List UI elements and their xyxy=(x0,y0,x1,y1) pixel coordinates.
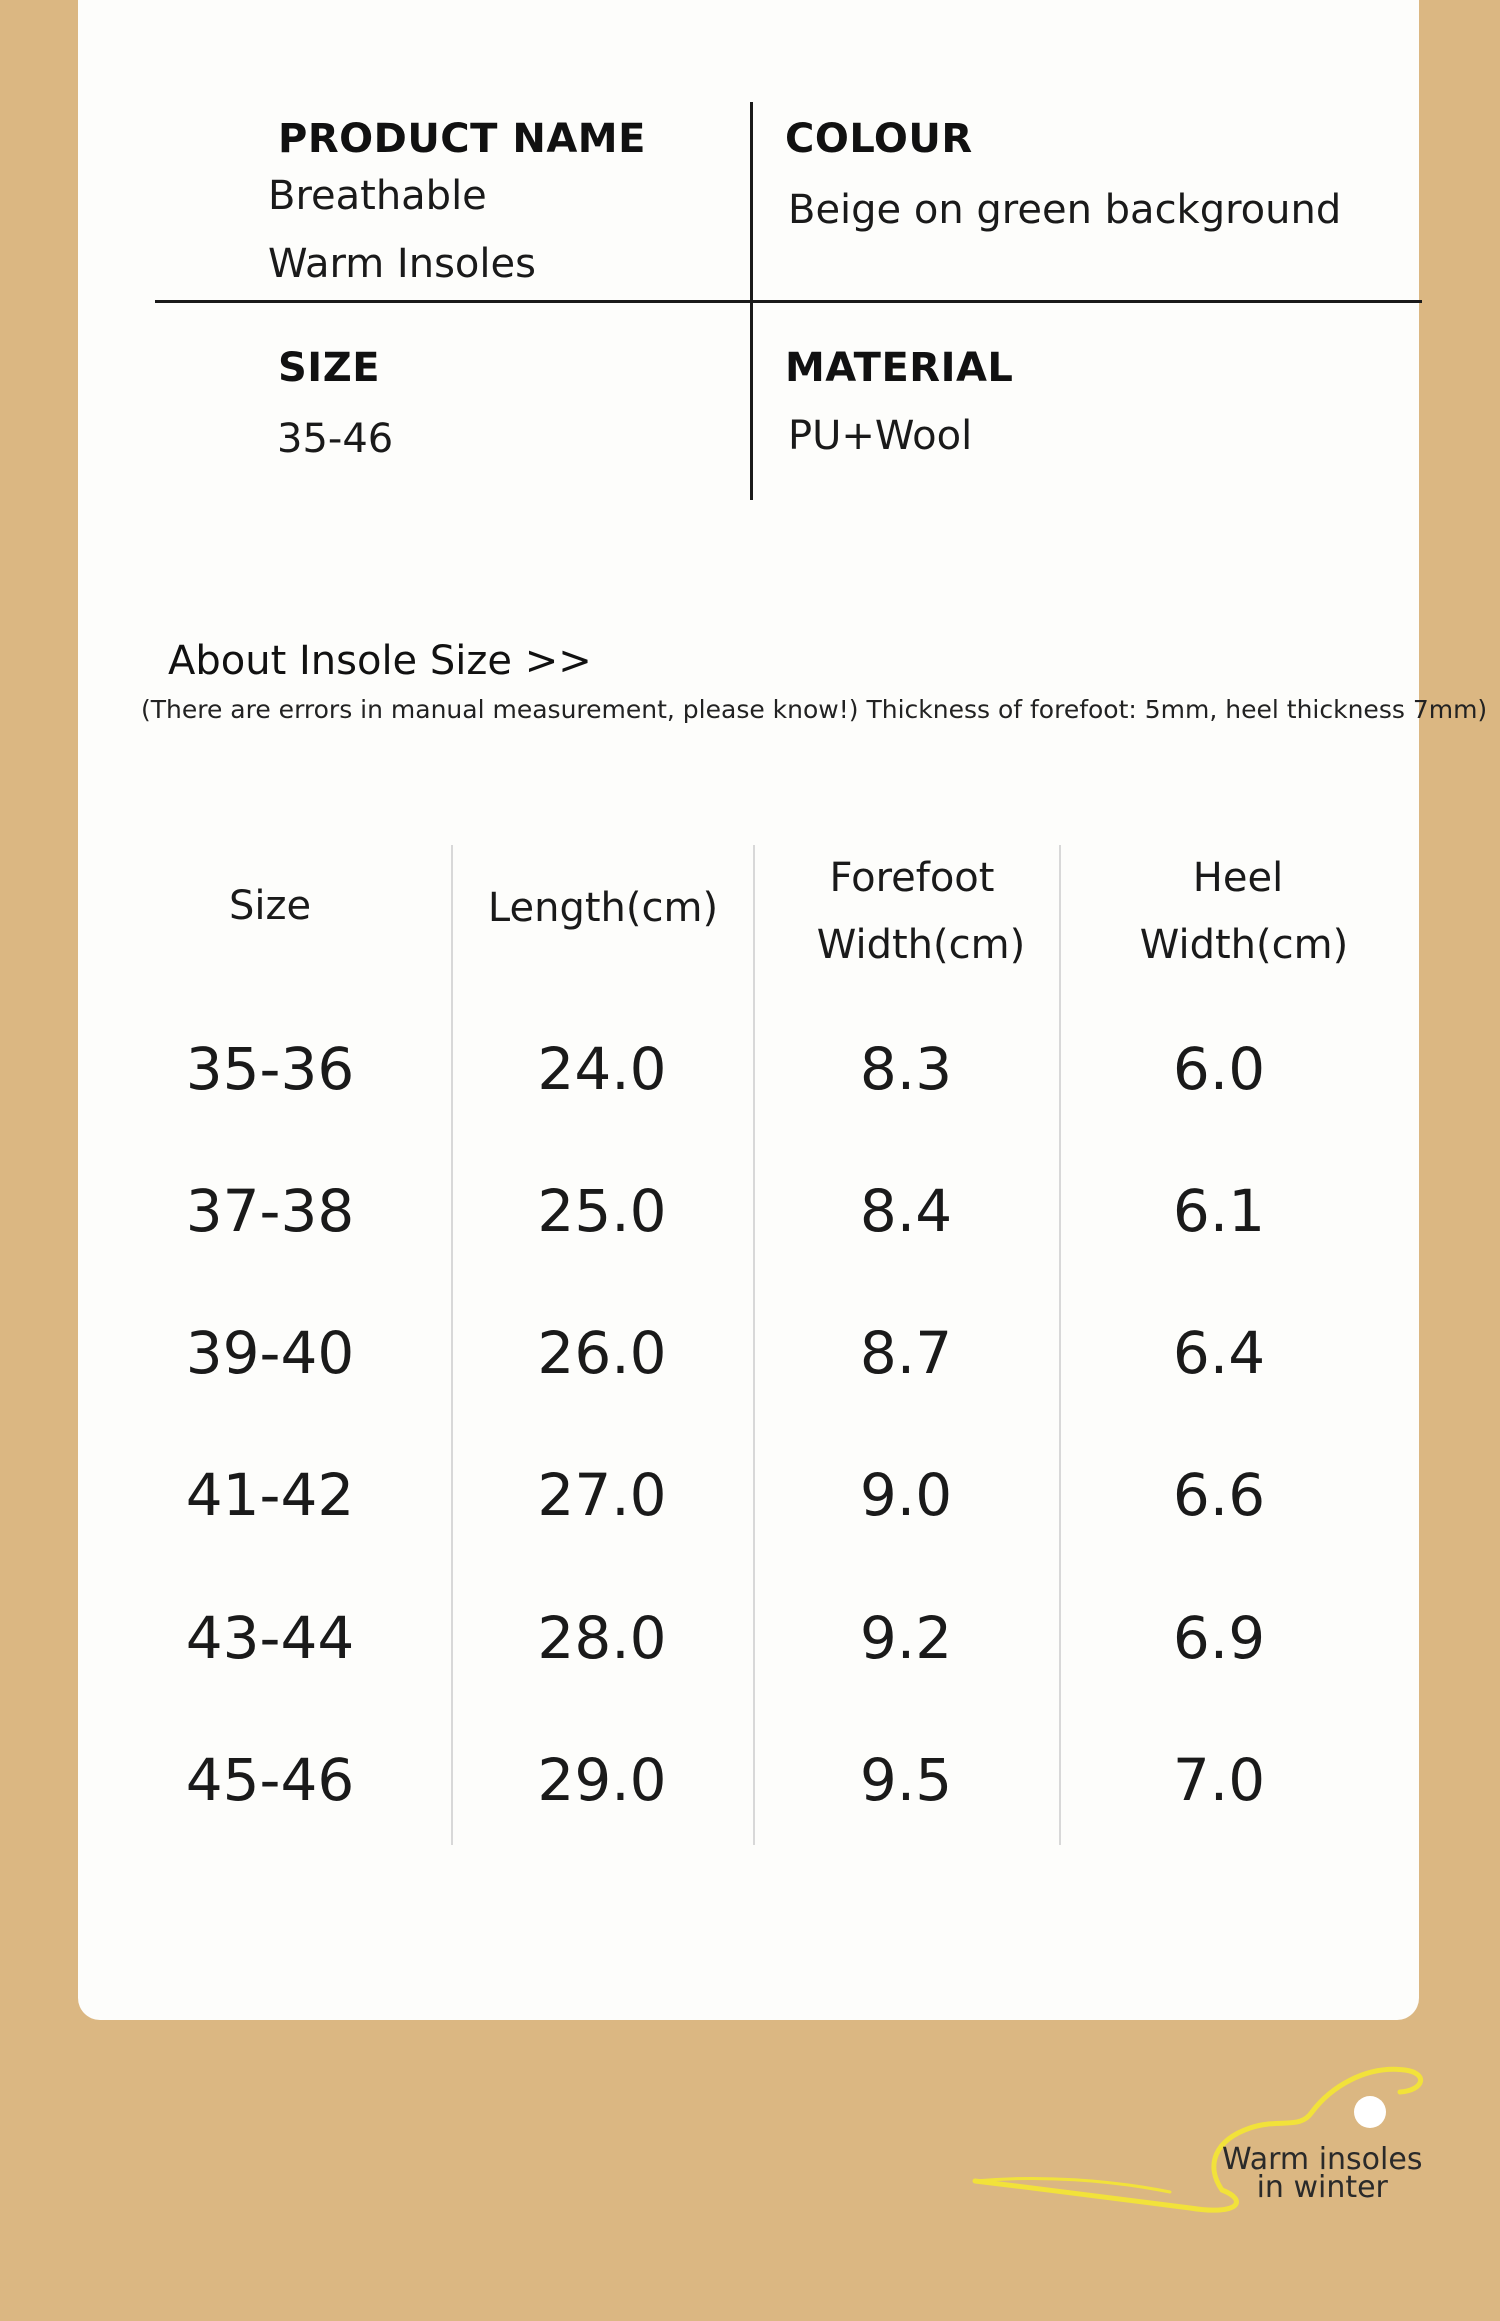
cell-forefoot: 9.2 xyxy=(859,1604,953,1672)
cell-size: 45-46 xyxy=(185,1746,355,1814)
cell-length: 24.0 xyxy=(537,1035,667,1103)
header-heel-line2: Width(cm) xyxy=(1139,922,1349,968)
material-value: PU+Wool xyxy=(788,413,973,459)
header-forefoot-line1: Forefoot xyxy=(829,855,995,901)
cell-length: 25.0 xyxy=(537,1177,667,1245)
table-column-divider xyxy=(451,845,453,1845)
cell-forefoot: 8.3 xyxy=(859,1035,953,1103)
table-column-divider xyxy=(753,845,755,1845)
cell-heel: 6.6 xyxy=(1172,1461,1266,1529)
header-size: Size xyxy=(228,883,312,929)
header-length: Length(cm) xyxy=(487,885,719,931)
material-label: MATERIAL xyxy=(785,345,1014,391)
cell-size: 41-42 xyxy=(185,1461,355,1529)
cell-forefoot: 9.5 xyxy=(859,1746,953,1814)
cell-heel: 6.0 xyxy=(1172,1035,1266,1103)
logo-text-line1: Warm insoles xyxy=(1222,2142,1423,2177)
colour-label: COLOUR xyxy=(785,116,973,162)
colour-value: Beige on green background xyxy=(788,187,1342,233)
about-insole-size-title: About Insole Size >> xyxy=(168,638,592,684)
logo-swoosh-tail xyxy=(975,2178,1170,2192)
product-name-line2: Warm Insoles xyxy=(268,241,536,287)
header-heel-line1: Heel xyxy=(1192,855,1284,901)
size-label: SIZE xyxy=(278,345,381,391)
cell-forefoot: 8.4 xyxy=(859,1177,953,1245)
logo-text xyxy=(1222,2142,1423,2205)
cell-length: 26.0 xyxy=(537,1319,667,1387)
cell-size: 39-40 xyxy=(185,1319,355,1387)
cell-size: 37-38 xyxy=(185,1177,355,1245)
cell-heel: 7.0 xyxy=(1172,1746,1266,1814)
header-forefoot-line2: Width(cm) xyxy=(816,922,1026,968)
cell-length: 27.0 xyxy=(537,1461,667,1529)
info-horizontal-divider xyxy=(155,300,1422,303)
cell-heel: 6.9 xyxy=(1172,1604,1266,1672)
table-column-divider xyxy=(1059,845,1061,1845)
cell-forefoot: 9.0 xyxy=(859,1461,953,1529)
cell-size: 43-44 xyxy=(185,1604,355,1672)
cell-forefoot: 8.7 xyxy=(859,1319,953,1387)
content-card xyxy=(78,0,1488,2020)
product-name-line1: Breathable xyxy=(268,173,487,219)
size-value: 35-46 xyxy=(277,416,394,462)
product-name-label: PRODUCT NAME xyxy=(278,116,646,162)
cell-heel: 6.1 xyxy=(1172,1177,1266,1245)
measurement-note: (There are errors in manual measurement, please know!) Thickness of forefoot: 5mm, heel thickness 7mm) xyxy=(141,695,1488,724)
cell-heel: 6.4 xyxy=(1172,1319,1266,1387)
cell-length: 28.0 xyxy=(537,1604,667,1672)
logo-text-line2: in winter xyxy=(1256,2170,1388,2205)
cell-size: 35-36 xyxy=(185,1035,355,1103)
logo-dot xyxy=(1354,2096,1386,2128)
cell-length: 29.0 xyxy=(537,1746,667,1814)
